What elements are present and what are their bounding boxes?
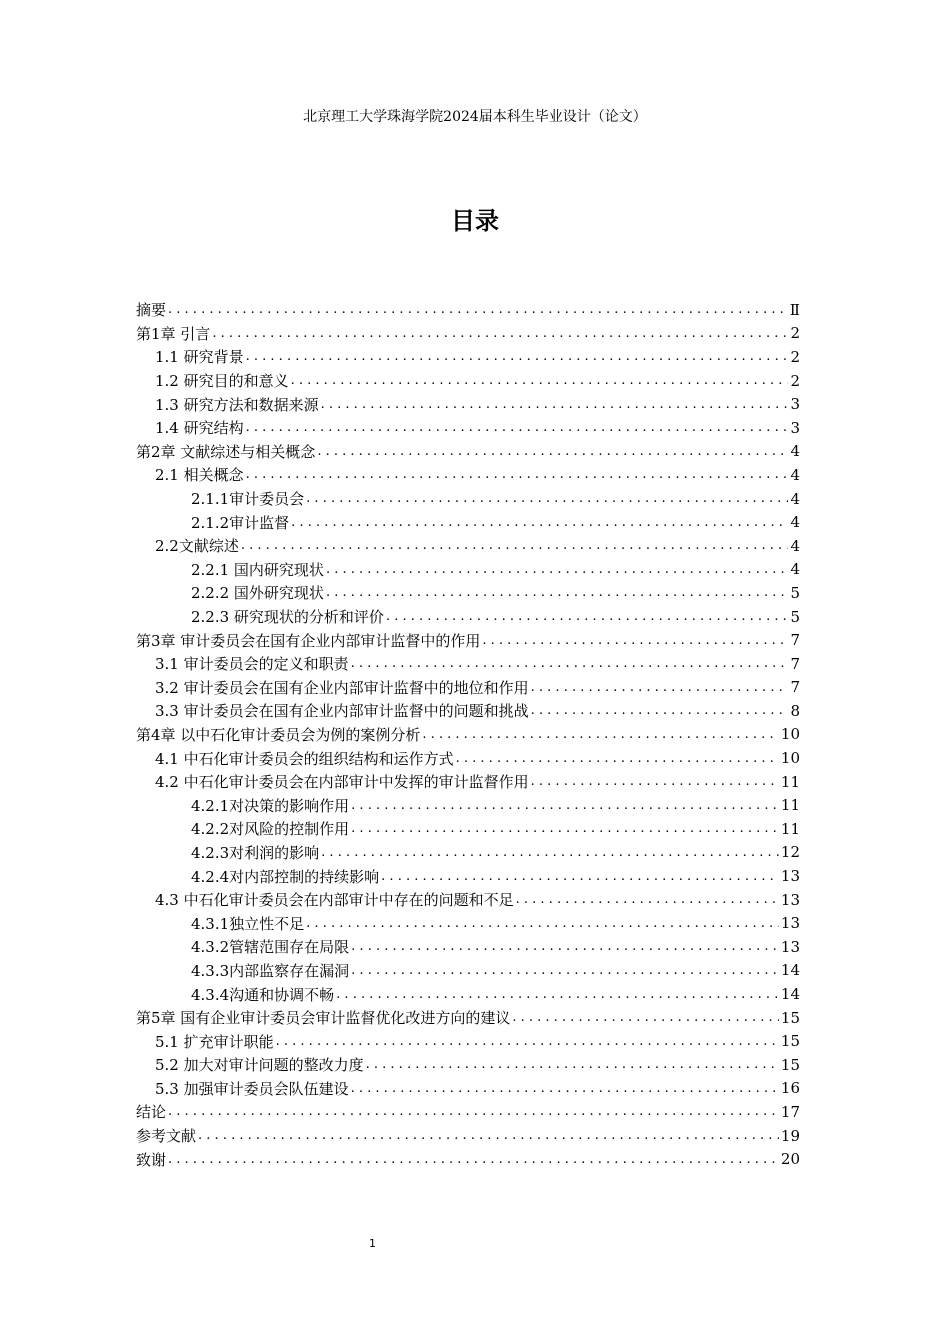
toc-entry-page: 13 (780, 890, 800, 909)
toc-entry-page: 13 (780, 937, 800, 956)
toc-entry-page: 13 (780, 914, 800, 933)
toc-entry[interactable] (136, 510, 800, 534)
toc-dot-leader (246, 420, 789, 435)
toc-entry-title: 1.1 研究背景 (155, 348, 244, 367)
toc-entry-title: 1.2 研究目的和意义 (155, 372, 289, 391)
toc-entry-page: 3 (790, 395, 800, 414)
toc-dot-leader (291, 515, 788, 530)
toc-entry-page: 10 (780, 749, 800, 768)
toc-entry-title: 4.3.1独立性不足 (191, 914, 305, 933)
page-number: 1 (369, 1237, 376, 1250)
toc-entry-page: 12 (780, 843, 800, 862)
toc-entry-page: 15 (780, 1055, 800, 1074)
toc-entry-title: 4.3 中石化审计委员会在内部审计中存在的问题和不足 (155, 891, 514, 910)
toc-dot-leader (351, 656, 789, 671)
toc-dot-leader (351, 821, 779, 836)
toc-dot-leader (422, 727, 779, 742)
toc-entry-page: 4 (790, 560, 800, 579)
toc-entry[interactable] (136, 888, 800, 912)
toc-entry-title: 第4章 以中石化审计委员会为例的案例分析 (136, 725, 421, 744)
toc-entry-page: 10 (780, 725, 800, 744)
toc-entry[interactable] (136, 345, 800, 369)
toc-entry-page: 5 (790, 583, 800, 602)
toc-dot-leader (306, 491, 788, 506)
toc-entry-page: 11 (780, 772, 800, 791)
toc-entry-title: 参考文献 (136, 1127, 197, 1146)
toc-entry-title: 4.3.2管辖范围存在局限 (191, 938, 350, 957)
toc-dot-leader (366, 1057, 779, 1072)
toc-entry[interactable] (136, 605, 800, 629)
toc-entry[interactable] (136, 558, 800, 582)
toc-dot-leader (321, 845, 779, 860)
toc-entry-title: 2.1.1审计委员会 (191, 490, 305, 509)
toc-entry[interactable] (136, 628, 800, 652)
toc-entry[interactable] (136, 746, 800, 770)
toc-dot-leader (241, 538, 789, 553)
toc-entry[interactable] (136, 581, 800, 605)
toc-entry-page: 2 (790, 347, 800, 366)
toc-entry[interactable] (136, 982, 800, 1006)
toc-entry-title: 4.2.2对风险的控制作用 (191, 820, 350, 839)
toc-entry[interactable] (136, 841, 800, 865)
toc-entry-title: 2.2.3 研究现状的分析和评价 (191, 608, 384, 627)
table-of-contents (136, 298, 800, 1171)
toc-entry-page: 19 (780, 1126, 800, 1145)
toc-entry[interactable] (136, 699, 800, 723)
toc-entry-title: 第2章 文献综述与相关概念 (136, 442, 316, 461)
toc-title: 目录 (451, 207, 499, 235)
toc-entry-title: 4.2 中石化审计委员会在内部审计中发挥的审计监督作用 (155, 773, 529, 792)
toc-entry-page: 7 (790, 654, 800, 673)
toc-entry[interactable] (136, 534, 800, 558)
toc-entry-page: 2 (790, 324, 800, 343)
toc-entry-title: 4.2.1对决策的影响作用 (191, 796, 350, 815)
toc-dot-leader (246, 467, 789, 482)
toc-entry[interactable] (136, 369, 800, 393)
toc-entry[interactable] (136, 1006, 800, 1030)
toc-dot-leader (168, 302, 788, 317)
toc-entry-title: 2.1.2审计监督 (191, 513, 290, 532)
toc-dot-leader (512, 1010, 779, 1025)
toc-entry-page: 11 (780, 796, 800, 815)
toc-entry[interactable] (136, 440, 800, 464)
toc-dot-leader (336, 987, 779, 1002)
toc-entry[interactable] (136, 298, 800, 322)
toc-entry-page: Ⅱ (789, 300, 800, 319)
toc-entry[interactable] (136, 463, 800, 487)
toc-entry-page: 16 (780, 1079, 800, 1098)
toc-entry-title: 5.3 加强审计委员会队伍建设 (155, 1079, 349, 1098)
toc-entry-page: 4 (790, 442, 800, 461)
toc-dot-leader (317, 444, 788, 459)
toc-dot-leader (351, 1081, 779, 1096)
toc-dot-leader (168, 1104, 779, 1119)
toc-dot-leader (276, 1034, 779, 1049)
toc-entry-page: 7 (790, 678, 800, 697)
toc-entry[interactable] (136, 676, 800, 700)
toc-dot-leader (291, 373, 789, 388)
toc-dot-leader (198, 1128, 779, 1143)
toc-entry[interactable] (136, 1147, 800, 1171)
toc-entry-title: 致谢 (136, 1150, 167, 1169)
toc-entry-title: 4.3.3内部监察存在漏洞 (191, 961, 350, 980)
toc-dot-leader (351, 798, 779, 813)
toc-entry[interactable] (136, 793, 800, 817)
toc-dot-leader (381, 869, 779, 884)
toc-dot-leader (531, 774, 779, 789)
toc-entry-title: 4.1 中石化审计委员会的组织结构和运作方式 (155, 749, 454, 768)
toc-entry-page: 14 (780, 961, 800, 980)
toc-dot-leader (386, 609, 789, 624)
running-header: 北京理工大学珠海学院2024届本科生毕业设计（论文） (303, 109, 647, 125)
toc-entry-page: 14 (780, 985, 800, 1004)
toc-dot-leader (326, 562, 789, 577)
toc-entry-title: 4.2.3对利润的影响 (191, 843, 320, 862)
toc-entry-title: 1.4 研究结构 (155, 419, 244, 438)
toc-dot-leader (351, 963, 779, 978)
toc-entry-title: 5.2 加大对审计问题的整改力度 (155, 1056, 364, 1075)
toc-entry-page: 13 (780, 867, 800, 886)
toc-entry-title: 第3章 审计委员会在国有企业内部审计监督中的作用 (136, 631, 481, 650)
toc-entry[interactable] (136, 1100, 800, 1124)
toc-entry[interactable] (136, 1053, 800, 1077)
toc-dot-leader (531, 703, 789, 718)
toc-dot-leader (246, 349, 789, 364)
toc-entry-page: 2 (790, 371, 800, 390)
toc-entry-title: 4.2.4对内部控制的持续影响 (191, 867, 380, 886)
toc-entry[interactable] (136, 959, 800, 983)
toc-entry[interactable] (136, 1124, 800, 1148)
toc-entry-page: 17 (780, 1102, 800, 1121)
toc-entry[interactable] (136, 652, 800, 676)
toc-entry-title: 2.1 相关概念 (155, 466, 244, 485)
toc-entry-title: 5.1 扩充审计职能 (155, 1032, 274, 1051)
toc-entry-page: 4 (790, 536, 800, 555)
toc-entry[interactable] (136, 392, 800, 416)
toc-entry-title: 4.3.4沟通和协调不畅 (191, 985, 335, 1004)
toc-entry-page: 5 (790, 607, 800, 626)
toc-entry[interactable] (136, 935, 800, 959)
toc-entry-title: 1.3 研究方法和数据来源 (155, 395, 319, 414)
toc-entry-title: 结论 (136, 1103, 167, 1122)
toc-entry-title: 3.2 审计委员会在国有企业内部审计监督中的地位和作用 (155, 678, 529, 697)
toc-entry-title: 第1章 引言 (136, 324, 211, 343)
toc-entry-title: 2.2.2 国外研究现状 (191, 584, 324, 603)
toc-dot-leader (351, 939, 779, 954)
toc-entry[interactable] (136, 864, 800, 888)
toc-entry-page: 11 (780, 819, 800, 838)
toc-entry-title: 2.2.1 国内研究现状 (191, 560, 324, 579)
toc-entry-page: 4 (790, 513, 800, 532)
toc-entry-page: 15 (780, 1008, 800, 1027)
toc-entry-page: 8 (790, 701, 800, 720)
toc-entry[interactable] (136, 770, 800, 794)
toc-entry[interactable] (136, 817, 800, 841)
toc-dot-leader (326, 585, 789, 600)
toc-entry-page: 15 (780, 1032, 800, 1051)
toc-dot-leader (531, 680, 789, 695)
toc-dot-leader (212, 326, 788, 341)
toc-dot-leader (516, 892, 779, 907)
toc-entry[interactable] (136, 1029, 800, 1053)
toc-dot-leader (321, 397, 789, 412)
toc-dot-leader (168, 1152, 779, 1167)
toc-entry[interactable] (136, 416, 800, 440)
toc-entry-page: 4 (790, 489, 800, 508)
toc-entry-page: 4 (790, 465, 800, 484)
toc-entry[interactable] (136, 487, 800, 511)
toc-entry-title: 第5章 国有企业审计委员会审计监督优化改进方向的建议 (136, 1009, 511, 1028)
toc-dot-leader (306, 916, 779, 931)
toc-entry-page: 7 (790, 631, 800, 650)
toc-dot-leader (456, 751, 779, 766)
toc-dot-leader (482, 633, 788, 648)
toc-entry-title: 2.2文献综述 (155, 537, 239, 556)
toc-entry-page: 20 (780, 1150, 800, 1169)
toc-entry-page: 3 (790, 418, 800, 437)
toc-entry-title: 3.1 审计委员会的定义和职责 (155, 655, 349, 674)
toc-entry[interactable] (136, 1077, 800, 1101)
toc-entry[interactable] (136, 723, 800, 747)
toc-entry-title: 摘要 (136, 301, 167, 320)
toc-entry[interactable] (136, 322, 800, 346)
toc-entry[interactable] (136, 911, 800, 935)
toc-entry-title: 3.3 审计委员会在国有企业内部审计监督中的问题和挑战 (155, 702, 529, 721)
